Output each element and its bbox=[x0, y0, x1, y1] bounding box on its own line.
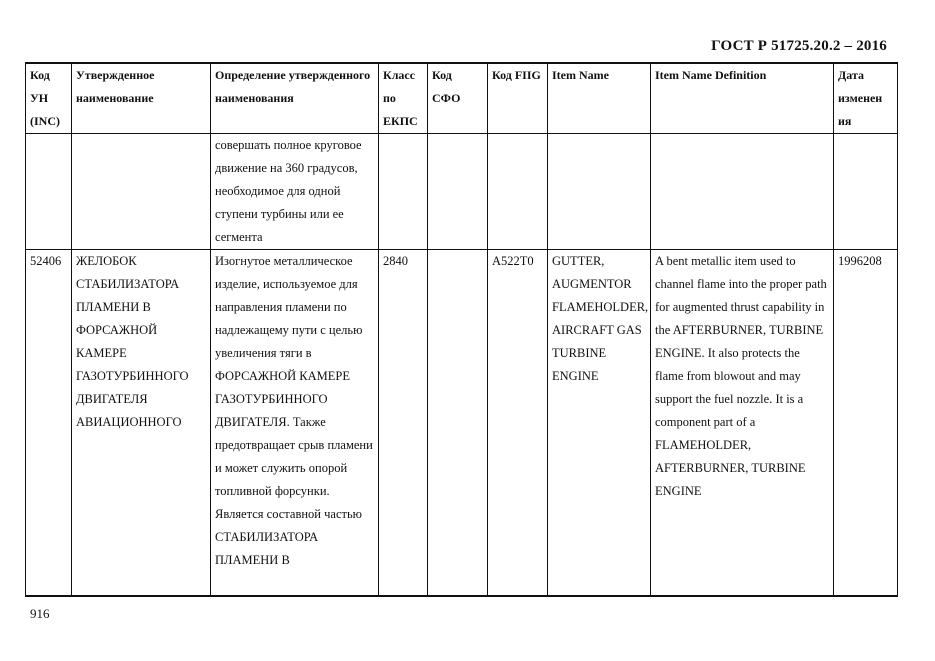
cell-code-un bbox=[26, 134, 72, 250]
cell-change-date bbox=[834, 134, 898, 250]
header-code-sfo: Код СФО bbox=[428, 63, 488, 134]
cell-code-fiig bbox=[488, 134, 548, 250]
header-change-date: Дата изменен ия bbox=[834, 63, 898, 134]
header-definition: Определение утвержденного наименования bbox=[211, 63, 379, 134]
header-code-fiig: Код FIIG bbox=[488, 63, 548, 134]
cell-change-date: 1996208 bbox=[834, 250, 898, 597]
header-item-name: Item Name bbox=[548, 63, 651, 134]
cell-code-fiig: A522T0 bbox=[488, 250, 548, 597]
cell-approved-name: ЖЕЛОБОК СТАБИЛИЗАТОРА ПЛАМЕНИ В ФОРСАЖНОЙ КАМЕРЕ ГАЗОТУРБИННОГО ДВИГАТЕЛЯ АВИАЦИОННОГО bbox=[72, 250, 211, 597]
header-class-ekps: Класс по ЕКПС bbox=[379, 63, 428, 134]
table-header-row bbox=[26, 63, 898, 134]
cell-class-ekps: 2840 bbox=[379, 250, 428, 597]
cell-class-ekps bbox=[379, 134, 428, 250]
cell-code-sfo bbox=[428, 250, 488, 597]
header-item-name-definition: Item Name Definition bbox=[651, 63, 834, 134]
cell-code-un: 52406 bbox=[26, 250, 72, 597]
cell-item-name: GUTTER, AUGMENTOR FLAMEHOLDER, AIRCRAFT GAS TURBINE ENGINE bbox=[548, 250, 651, 597]
cell-code-sfo bbox=[428, 134, 488, 250]
table-row bbox=[26, 250, 898, 597]
table-row bbox=[26, 134, 898, 250]
cell-item-name bbox=[548, 134, 651, 250]
classification-table bbox=[25, 62, 898, 597]
cell-approved-name bbox=[72, 134, 211, 250]
cell-item-name-definition bbox=[651, 134, 834, 250]
cell-item-name-definition: A bent metallic item used to channel flame into the proper path for augmented thrust capability in the AFTERBURNER, TURBINE ENGINE. It also protects the flame from blowout and may support the fuel nozzle. It is a component part of a FLAMEHOLDER, AFTERBURNER, TURBINE ENGINE bbox=[651, 250, 834, 597]
page-number: 916 bbox=[30, 606, 50, 621]
document-standard-number: ГОСТ Р 51725.20.2 – 2016 bbox=[711, 38, 887, 54]
header-code-un: Код УН (INC) bbox=[26, 63, 72, 134]
header-approved-name: Утвержденное наименование bbox=[72, 63, 211, 134]
cell-definition: совершать полное круговое движение на 360 градусов, необходимое для одной ступени турбины или ее сегмента bbox=[211, 134, 379, 250]
cell-definition: Изогнутое металлическое изделие, используемое для направления пламени по надлежащему пути с целью увеличения тяги в ФОРСАЖНОЙ КАМЕРЕ ГАЗОТУРБИННОГО ДВИГАТЕЛЯ. Также предотвращает срыв пламени и может служить опорой топливной форсунки. Является составной частью СТАБИЛИЗАТОРА ПЛАМЕНИ В bbox=[211, 250, 379, 597]
